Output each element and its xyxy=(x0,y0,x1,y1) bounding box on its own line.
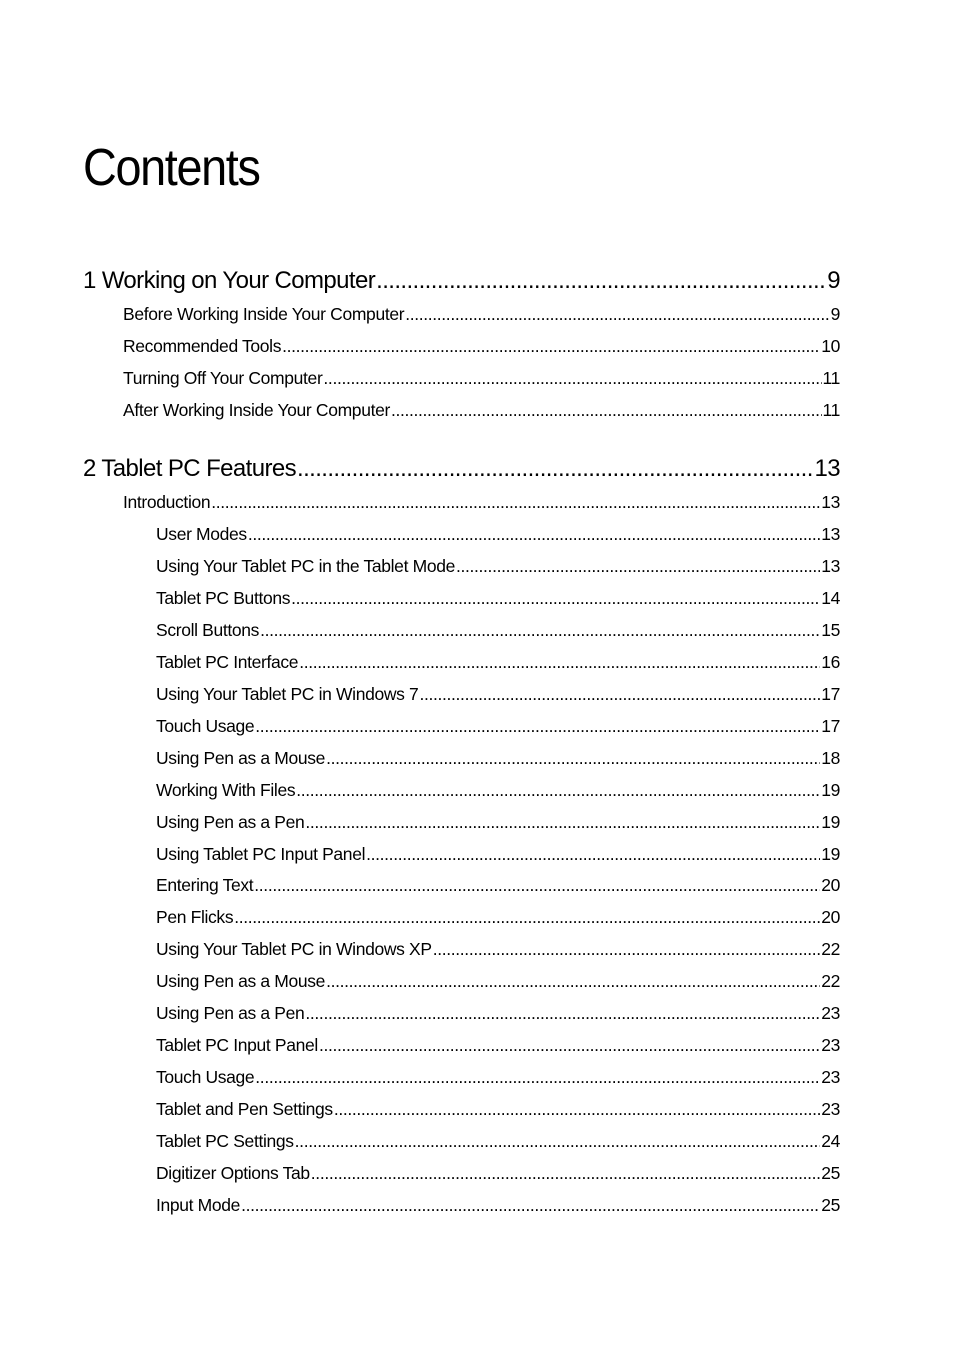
toc-entry-page: 10 xyxy=(821,336,840,356)
dot-leader xyxy=(311,1161,820,1185)
toc-entry[interactable] xyxy=(156,714,840,738)
toc-entry-label: Tablet PC Buttons xyxy=(156,588,291,608)
toc-entry-page: 15 xyxy=(821,620,840,640)
toc-entry-page: 22 xyxy=(821,939,840,959)
dot-leader xyxy=(295,1129,821,1153)
dot-leader xyxy=(260,618,820,642)
toc-entry[interactable] xyxy=(156,1161,840,1185)
toc-entry-page: 9 xyxy=(827,267,840,294)
toc-entry-label: After Working Inside Your Computer xyxy=(123,400,390,420)
toc-entry[interactable] xyxy=(156,1129,840,1153)
dot-leader xyxy=(255,714,820,738)
toc-entry-label: Touch Usage xyxy=(156,716,255,736)
toc-entry-label: Recommended Tools xyxy=(123,336,282,356)
toc-entry-page: 20 xyxy=(821,907,840,927)
toc-entry[interactable] xyxy=(156,1065,840,1089)
dot-leader xyxy=(297,454,813,484)
toc-entry-page: 24 xyxy=(821,1131,840,1151)
dot-leader xyxy=(305,810,820,834)
toc-entry-page: 23 xyxy=(821,1035,840,1055)
toc-entry-label: 2 Tablet PC Features xyxy=(83,455,297,482)
dot-leader xyxy=(255,1065,820,1089)
toc-entry-label: Tablet PC Input Panel xyxy=(156,1035,318,1055)
toc-entry[interactable] xyxy=(156,778,840,802)
toc-entry-page: 19 xyxy=(821,844,840,864)
toc-entry-page: 11 xyxy=(822,400,840,420)
dot-leader xyxy=(326,969,820,993)
toc-entry-label: Using Pen as a Mouse xyxy=(156,971,326,991)
toc-entry-label: Pen Flicks xyxy=(156,907,234,927)
toc-entry[interactable] xyxy=(123,366,840,390)
toc-entry[interactable] xyxy=(123,398,840,422)
toc-entry[interactable] xyxy=(156,1193,840,1217)
toc-entry[interactable] xyxy=(156,618,840,642)
toc-entry-label: Using Pen as a Mouse xyxy=(156,748,326,768)
toc-entry-label: Tablet PC Settings xyxy=(156,1131,294,1151)
toc-entry-label: Working With Files xyxy=(156,780,296,800)
toc-entry-page: 19 xyxy=(821,780,840,800)
toc-entry-label: Using Your Tablet PC in Windows 7 xyxy=(156,684,419,704)
toc-entry[interactable] xyxy=(156,1001,840,1025)
toc-entry-page: 13 xyxy=(821,524,840,544)
dot-leader xyxy=(254,873,820,897)
toc-entry[interactable] xyxy=(156,969,840,993)
dot-leader xyxy=(433,937,821,961)
toc-entry[interactable] xyxy=(123,302,840,326)
toc-entry[interactable] xyxy=(156,522,840,546)
toc-entry[interactable] xyxy=(123,490,840,514)
toc-entry-label: Using Pen as a Pen xyxy=(156,1003,305,1023)
dot-leader xyxy=(366,842,820,866)
dot-leader xyxy=(391,398,822,422)
toc-entry-chapter-2[interactable] xyxy=(83,454,840,484)
toc-entry-page: 22 xyxy=(821,971,840,991)
toc-entry-page: 16 xyxy=(821,652,840,672)
toc-entry[interactable] xyxy=(123,334,840,358)
dot-leader xyxy=(376,266,826,296)
toc-entry-page: 14 xyxy=(821,588,840,608)
toc-entry-page: 23 xyxy=(821,1067,840,1087)
dot-leader xyxy=(282,334,820,358)
dot-leader xyxy=(234,905,820,929)
toc-entry-page: 17 xyxy=(821,716,840,736)
toc-entry-label: Digitizer Options Tab xyxy=(156,1163,310,1183)
toc-entry-page: 23 xyxy=(821,1003,840,1023)
toc-entry-page: 23 xyxy=(821,1099,840,1119)
toc-entry-label: Using Your Tablet PC in Windows XP xyxy=(156,939,432,959)
toc-entry[interactable] xyxy=(156,937,840,961)
toc-entry[interactable] xyxy=(156,842,840,866)
toc-entry[interactable] xyxy=(156,682,840,706)
toc-entry-page: 13 xyxy=(814,455,840,482)
toc-entry[interactable] xyxy=(156,1097,840,1121)
toc-entry-label: Scroll Buttons xyxy=(156,620,260,640)
dot-leader xyxy=(334,1097,820,1121)
dot-leader xyxy=(319,1033,820,1057)
toc-entry-chapter-1[interactable] xyxy=(83,266,840,296)
toc-entry-label: Before Working Inside Your Computer xyxy=(123,304,405,324)
toc-entry-page: 25 xyxy=(821,1163,840,1183)
dot-leader xyxy=(419,682,820,706)
dot-leader xyxy=(323,366,821,390)
toc-entry-label: 1 Working on Your Computer xyxy=(83,267,376,294)
dot-leader xyxy=(291,586,820,610)
toc-entry-page: 11 xyxy=(822,368,840,388)
toc-entry-page: 9 xyxy=(830,304,840,324)
dot-leader xyxy=(211,490,820,514)
toc-entry-label: Tablet and Pen Settings xyxy=(156,1099,333,1119)
toc-entry-label: Entering Text xyxy=(156,875,254,895)
toc-entry[interactable] xyxy=(156,650,840,674)
toc-entry-page: 18 xyxy=(821,748,840,768)
toc-entry-page: 19 xyxy=(821,812,840,832)
toc-entry-page: 17 xyxy=(821,684,840,704)
toc-entry[interactable] xyxy=(156,554,840,578)
dot-leader xyxy=(456,554,820,578)
toc-entry[interactable] xyxy=(156,1033,840,1057)
toc-entry[interactable] xyxy=(156,873,840,897)
toc-entry[interactable] xyxy=(156,586,840,610)
dot-leader xyxy=(305,1001,820,1025)
toc-entry-label: Using Pen as a Pen xyxy=(156,812,305,832)
dot-leader xyxy=(299,650,820,674)
toc-entry[interactable] xyxy=(156,746,840,770)
dot-leader xyxy=(296,778,820,802)
dot-leader xyxy=(248,522,820,546)
toc-entry-label: Turning Off Your Computer xyxy=(123,368,323,388)
toc-entry-label: User Modes xyxy=(156,524,247,544)
toc-entry-page: 25 xyxy=(821,1195,840,1215)
toc-entry-page: 13 xyxy=(821,556,840,576)
toc-entry-label: Touch Usage xyxy=(156,1067,255,1087)
dot-leader xyxy=(241,1193,820,1217)
toc-entry[interactable] xyxy=(156,905,840,929)
dot-leader xyxy=(326,746,820,770)
toc-entry-label: Introduction xyxy=(123,492,211,512)
toc-entry-page: 13 xyxy=(821,492,840,512)
toc-entry-label: Using Tablet PC Input Panel xyxy=(156,844,366,864)
page-title: Contents xyxy=(83,139,260,197)
toc-entry-label: Input Mode xyxy=(156,1195,241,1215)
dot-leader xyxy=(405,302,829,326)
toc-entry-label: Using Your Tablet PC in the Tablet Mode xyxy=(156,556,455,576)
toc-entry[interactable] xyxy=(156,810,840,834)
toc-entry-page: 20 xyxy=(821,875,840,895)
toc-entry-label: Tablet PC Interface xyxy=(156,652,299,672)
